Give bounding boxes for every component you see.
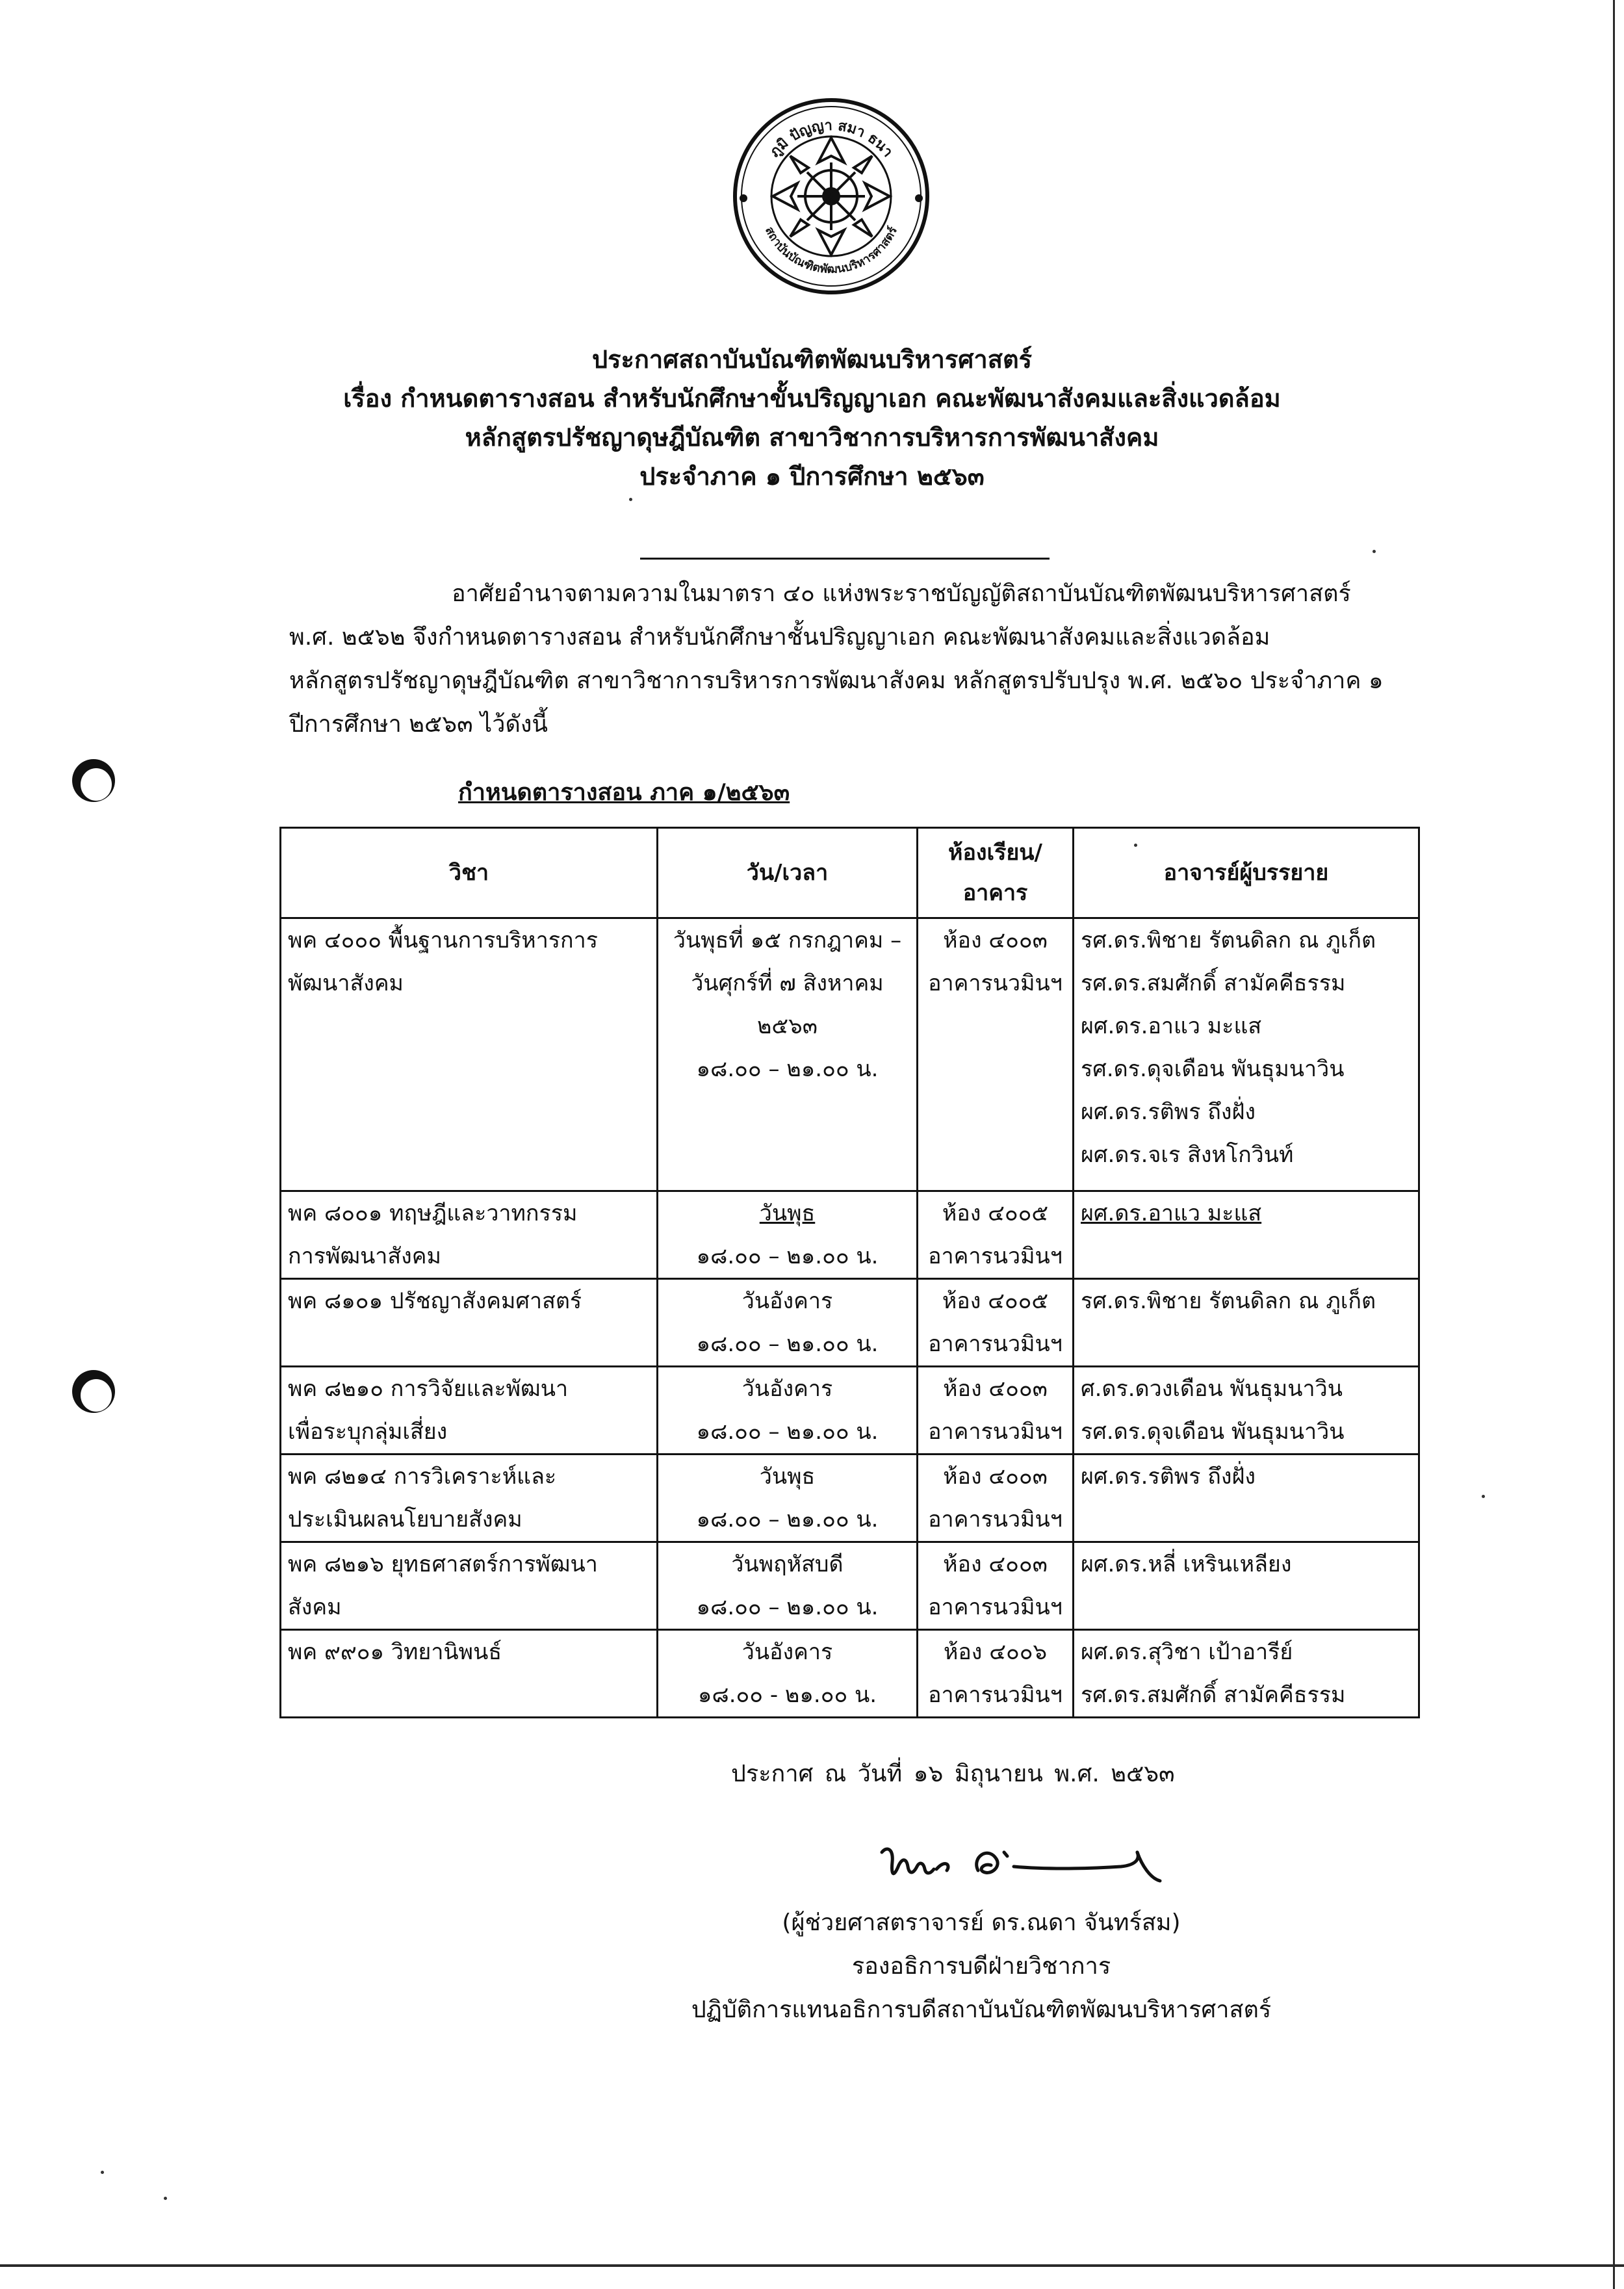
lecturer-line: ผศ.ดร.จเร สิงหโกวินท์ <box>1081 1142 1294 1168</box>
intro-line-1: อาศัยอำนาจตามความในมาตรา ๔๐ แห่งพระราชบัญญัติสถาบันบัณฑิตพัฒนบริหารศาสตร์ <box>452 580 1351 607</box>
signer-name: (ผู้ช่วยศาสตราจารย์ ดร.ณดา จันทร์สม) <box>782 1909 1181 1936</box>
time-cell <box>658 1630 918 1718</box>
subject-cell <box>281 1367 658 1455</box>
lecturer-line: ผศ.ดร.หลี่ เหรินเหลียง <box>1081 1551 1292 1577</box>
lecturer-cell <box>1074 1279 1419 1367</box>
table-row <box>281 1191 1419 1279</box>
room-line: อาคารนวมินฯ <box>928 1507 1063 1532</box>
scan-edge-bottom <box>0 2264 1624 2267</box>
room-line: อาคารนวมินฯ <box>928 1419 1063 1445</box>
room-line: อาคารนวมินฯ <box>928 1682 1063 1708</box>
time-line: ๑๘.๐๐ – ๒๑.๐๐ น. <box>696 1419 879 1445</box>
punch-hole-top <box>70 757 117 804</box>
header-lecturer: อาจารย์ผู้บรรยาย <box>1074 828 1419 918</box>
subject-line: พค ๘๑๐๑ ปรัชญาสังคมศาสตร์ <box>288 1288 582 1314</box>
time-line: วันอังคาร <box>741 1376 833 1402</box>
room-line: อาคารนวมินฯ <box>928 1594 1063 1620</box>
lecturer-line: รศ.ดร.พิชาย รัตนดิลก ณ ภูเก็ต <box>1081 1288 1376 1314</box>
announcement-heading <box>0 340 1624 496</box>
lecturer-line: รศ.ดร.สมศักดิ์ สามัคคีธรรม <box>1081 1682 1346 1708</box>
table-row <box>281 1630 1419 1718</box>
time-line: ๑๘.๐๐ – ๒๑.๐๐ น. <box>696 1331 879 1357</box>
subject-line: สังคม <box>288 1594 342 1620</box>
schedule-table <box>279 827 1420 1718</box>
institution-seal-icon <box>730 91 932 299</box>
time-line: วันอังคาร <box>741 1639 833 1665</box>
lecturer-line: รศ.ดร.พิชาย รัตนดิลก ณ ภูเก็ต <box>1081 927 1376 953</box>
subject-line: เพื่อระบุกลุ่มเสี่ยง <box>288 1419 448 1445</box>
table-row <box>281 1455 1419 1542</box>
intro-line-3: หลักสูตรปรัชญาดุษฎีบัณฑิต สาขาวิชาการบริหารการพัฒนาสังคม หลักสูตรปรับปรุง พ.ศ. ๒๕๖๐ ประจำภาค ๑ <box>289 667 1384 694</box>
subject-line: พค ๘๒๑๐ การวิจัยและพัฒนา <box>288 1376 569 1402</box>
lecturer-line: รศ.ดร.ดุจเดือน พันธุมนาวิน <box>1081 1419 1345 1445</box>
lecturer-line: ผศ.ดร.อาแว มะแส <box>1081 1013 1262 1039</box>
room-line: ห้อง ๔๐๐๖ <box>943 1639 1048 1665</box>
subject-line: พค ๘๐๐๑ ทฤษฎีและวาทกรรม <box>288 1200 578 1226</box>
room-line: อาคารนวมินฯ <box>928 1331 1063 1357</box>
room-line: ห้อง ๔๐๐๓ <box>943 927 1048 953</box>
subject-cell <box>281 1191 658 1279</box>
lecturer-line: รศ.ดร.ดุจเดือน พันธุมนาวิน <box>1081 1056 1345 1082</box>
scan-speck <box>1482 1495 1485 1498</box>
time-line: ๒๕๖๓ <box>757 1013 818 1039</box>
time-line: ๑๘.๐๐ – ๒๑.๐๐ น. <box>696 1243 879 1269</box>
time-cell <box>658 1367 918 1455</box>
room-line: ห้อง ๔๐๐๕ <box>942 1200 1049 1226</box>
time-line: วันศุกร์ที่ ๗ สิงหาคม <box>691 970 884 996</box>
seal-top-text: ภูมิ ปัญญา สมา ธนา <box>766 117 896 161</box>
header-datetime: วัน/เวลา <box>658 828 918 918</box>
time-line: ๑๘.๐๐ - ๒๑.๐๐ น. <box>697 1682 877 1708</box>
lecturer-line: รศ.ดร.สมศักดิ์ สามัคคีธรรม <box>1081 970 1346 996</box>
heading-line-1: ประกาศสถาบันบัณฑิตพัฒนบริหารศาสตร์ <box>591 345 1033 374</box>
time-line: วันพฤหัสบดี <box>731 1551 844 1577</box>
room-line: ห้อง ๔๐๐๓ <box>943 1464 1048 1490</box>
room-line: ห้อง ๔๐๐๓ <box>943 1376 1048 1402</box>
lecturer-cell <box>1074 1542 1419 1630</box>
time-cell <box>658 918 918 1191</box>
room-cell <box>918 1191 1074 1279</box>
time-line: ๑๘.๐๐ – ๒๑.๐๐ น. <box>696 1594 879 1620</box>
heading-divider <box>640 558 1050 560</box>
subject-line: พค ๘๒๑๔ การวิเคราะห์และ <box>288 1464 557 1490</box>
lecturer-line: ศ.ดร.ดวงเดือน พันธุมนาวิน <box>1081 1376 1343 1402</box>
heading-line-3: หลักสูตรปรัชญาดุษฎีบัณฑิต สาขาวิชาการบริหารการพัฒนาสังคม <box>465 423 1159 452</box>
intro-line-2: พ.ศ. ๒๕๖๒ จึงกำหนดตารางสอน สำหรับนักศึกษาชั้นปริญญาเอก คณะพัฒนาสังคมและสิ่งแวดล้อม <box>289 624 1270 651</box>
room-cell <box>918 1279 1074 1367</box>
lecturer-line: ผศ.ดร.รติพร ถึงฝั่ง <box>1081 1099 1256 1125</box>
time-line: วันพุธ <box>759 1200 816 1226</box>
heading-line-4: ประจำภาค ๑ ปีการศึกษา ๒๕๖๓ <box>639 462 985 491</box>
signer-position-2: ปฏิบัติการแทนอธิการบดีสถาบันบัณฑิตพัฒนบริหารศาสตร์ <box>691 1997 1272 2023</box>
seal-bottom-text: สถาบันบัณฑิตพัฒนบริหารศาสตร์ <box>762 224 901 277</box>
scan-speck <box>629 498 632 501</box>
table-row <box>281 1542 1419 1630</box>
subject-line: การพัฒนาสังคม <box>288 1243 441 1269</box>
subject-cell <box>281 1279 658 1367</box>
scan-speck <box>101 2171 104 2174</box>
time-line: วันพุธที่ ๑๕ กรกฎาคม – <box>673 927 902 953</box>
lecturer-line: ผศ.ดร.สุวิชา เป้าอารีย์ <box>1081 1639 1293 1665</box>
table-row <box>281 1367 1419 1455</box>
room-line: ห้อง ๔๐๐๓ <box>943 1551 1048 1577</box>
time-line: ๑๘.๐๐ – ๒๑.๐๐ น. <box>696 1056 879 1082</box>
subject-line: พค ๙๙๐๑ วิทยานิพนธ์ <box>288 1639 502 1665</box>
header-room-line-2: อาคาร <box>962 880 1028 906</box>
room-cell <box>918 1542 1074 1630</box>
room-line: ห้อง ๔๐๐๕ <box>942 1288 1049 1314</box>
punch-hole-bottom <box>70 1368 117 1415</box>
lecturer-cell <box>1074 1367 1419 1455</box>
table-row <box>281 918 1419 1191</box>
subject-line: พค ๘๒๑๖ ยุทธศาสตร์การพัฒนา <box>288 1551 598 1577</box>
lecturer-line: ผศ.ดร.รติพร ถึงฝั่ง <box>1081 1464 1256 1490</box>
lecturer-cell <box>1074 1630 1419 1718</box>
subject-line: ประเมินผลนโยบายสังคม <box>288 1507 522 1532</box>
time-cell <box>658 1191 918 1279</box>
room-cell <box>918 1630 1074 1718</box>
header-room-line-1: ห้องเรียน/ <box>948 840 1042 866</box>
scan-speck <box>1134 844 1137 847</box>
subject-cell <box>281 1630 658 1718</box>
scan-speck <box>164 2197 167 2200</box>
announcement-date: ประกาศ ณ วันที่ ๑๖ มิถุนายน พ.ศ. ๒๕๖๓ <box>731 1761 1175 1787</box>
intro-paragraph <box>289 572 1420 746</box>
room-cell <box>918 1455 1074 1542</box>
header-subject: วิชา <box>281 828 658 918</box>
scan-speck <box>1373 550 1376 553</box>
time-line: ๑๘.๐๐ – ๒๑.๐๐ น. <box>696 1507 879 1532</box>
heading-line-2: เรื่อง กำหนดตารางสอน สำหรับนักศึกษาขั้นปริญญาเอก คณะพัฒนาสังคมและสิ่งแวดล้อม <box>343 384 1281 413</box>
lecturer-cell <box>1074 918 1419 1191</box>
subject-cell <box>281 918 658 1191</box>
subject-line: พัฒนาสังคม <box>288 970 404 996</box>
time-line: วันอังคาร <box>741 1288 833 1314</box>
table-row <box>281 1279 1419 1367</box>
time-cell <box>658 1279 918 1367</box>
room-line: อาคารนวมินฯ <box>928 970 1063 996</box>
signer-block <box>689 1901 1274 2032</box>
room-cell <box>918 1367 1074 1455</box>
subject-cell <box>281 1455 658 1542</box>
lecturer-cell <box>1074 1191 1419 1279</box>
header-room <box>918 828 1074 918</box>
lecturer-line: ผศ.ดร.อาแว มะแส <box>1081 1200 1262 1226</box>
signature-icon <box>874 1826 1179 1898</box>
time-cell <box>658 1542 918 1630</box>
table-header-row <box>281 828 1419 918</box>
subject-cell <box>281 1542 658 1630</box>
time-line: วันพุธ <box>759 1464 816 1490</box>
room-line: อาคารนวมินฯ <box>928 1243 1063 1269</box>
room-cell <box>918 918 1074 1191</box>
signer-position-1: รองอธิการบดีฝ่ายวิชาการ <box>851 1953 1111 1980</box>
schedule-title: กำหนดตารางสอน ภาค ๑/๒๕๖๓ <box>458 779 790 806</box>
time-cell <box>658 1455 918 1542</box>
subject-line: พค ๔๐๐๐ พื้นฐานการบริหารการ <box>288 927 598 953</box>
lecturer-cell <box>1074 1455 1419 1542</box>
intro-line-4: ปีการศึกษา ๒๕๖๓ ไว้ดังนี้ <box>289 711 548 738</box>
